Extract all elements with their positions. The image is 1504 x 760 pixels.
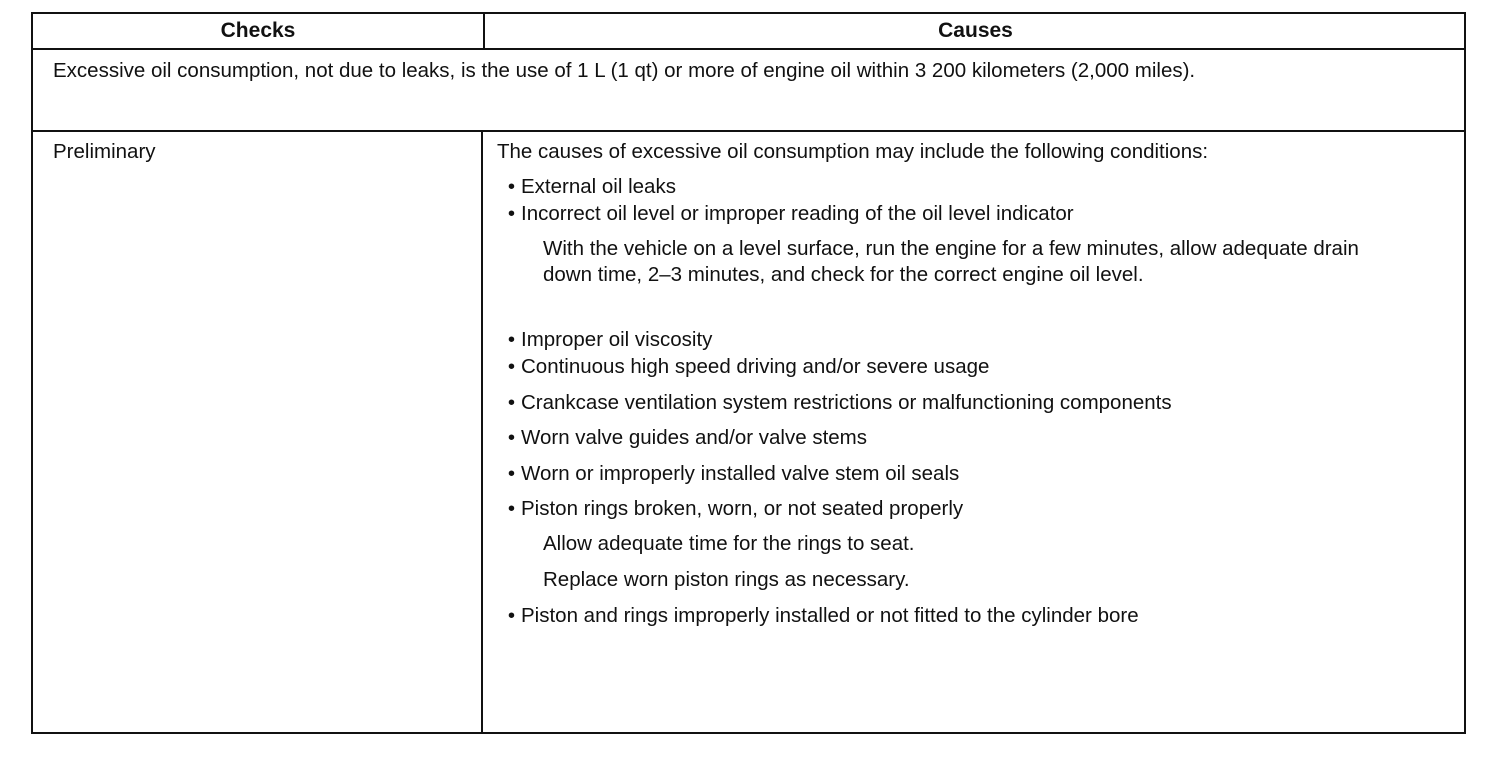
definition-text: Excessive oil consumption, not due to leaks, is the use of 1 L (1 qt) or more of engine oil within 3 200 kilometers (2,000 miles). xyxy=(53,59,1196,82)
sub-note: With the vehicle on a level surface, run the engine for a few minutes, allow adequate drain down time, 2–3 minutes, and check for the correct engine oil level. xyxy=(543,237,1359,286)
bullet-item xyxy=(507,174,1401,200)
bullet-icon: • xyxy=(507,175,515,198)
bullet-item xyxy=(507,327,1401,353)
bullet-item xyxy=(507,461,1401,487)
causes-header: Causes xyxy=(483,14,1466,48)
bullet-item xyxy=(507,390,1401,416)
bullet-item xyxy=(507,496,1401,522)
sub-note: Allow adequate time for the rings to seat. xyxy=(543,532,915,555)
bullet-item xyxy=(507,354,1401,380)
bullet-icon: • xyxy=(507,202,515,225)
check-label: Preliminary xyxy=(53,140,156,163)
table-header-row xyxy=(33,14,1464,50)
bullet-icon: • xyxy=(507,497,515,520)
causes-intro: The causes of excessive oil consumption may include the following conditions: xyxy=(497,140,1209,163)
bullet-text: Worn valve guides and/or valve stems xyxy=(521,426,868,449)
bullet-item xyxy=(507,603,1401,629)
bullet-icon: • xyxy=(507,328,515,351)
bullet-icon: • xyxy=(507,355,515,378)
causes-cell xyxy=(483,132,1464,732)
definition-row xyxy=(33,50,1464,132)
bullet-text: Worn or improperly installed valve stem oil seals xyxy=(521,462,960,485)
bullet-icon: • xyxy=(507,391,515,414)
sub-note: Replace worn piston rings as necessary. xyxy=(543,568,910,591)
checks-header: Checks xyxy=(220,19,296,42)
bullet-item xyxy=(507,425,1401,451)
checks-cell xyxy=(33,132,483,732)
bullet-text: Crankcase ventilation system restrictions or malfunctioning components xyxy=(521,391,1172,414)
bullet-icon: • xyxy=(507,462,515,485)
diagnosis-table xyxy=(31,12,1466,734)
bullet-text: Incorrect oil level or improper reading of the oil level indicator xyxy=(521,202,1074,225)
bullet-text: External oil leaks xyxy=(521,175,676,198)
bullet-text: Improper oil viscosity xyxy=(521,328,713,351)
bullet-icon: • xyxy=(507,604,515,627)
bullet-text: Piston rings broken, worn, or not seated properly xyxy=(521,497,964,520)
bullet-item xyxy=(507,201,1401,227)
bullet-text: Piston and rings improperly installed or not fitted to the cylinder bore xyxy=(521,604,1139,627)
preliminary-row xyxy=(33,132,1464,732)
bullet-text: Continuous high speed driving and/or severe usage xyxy=(521,355,990,378)
bullet-icon: • xyxy=(507,426,515,449)
